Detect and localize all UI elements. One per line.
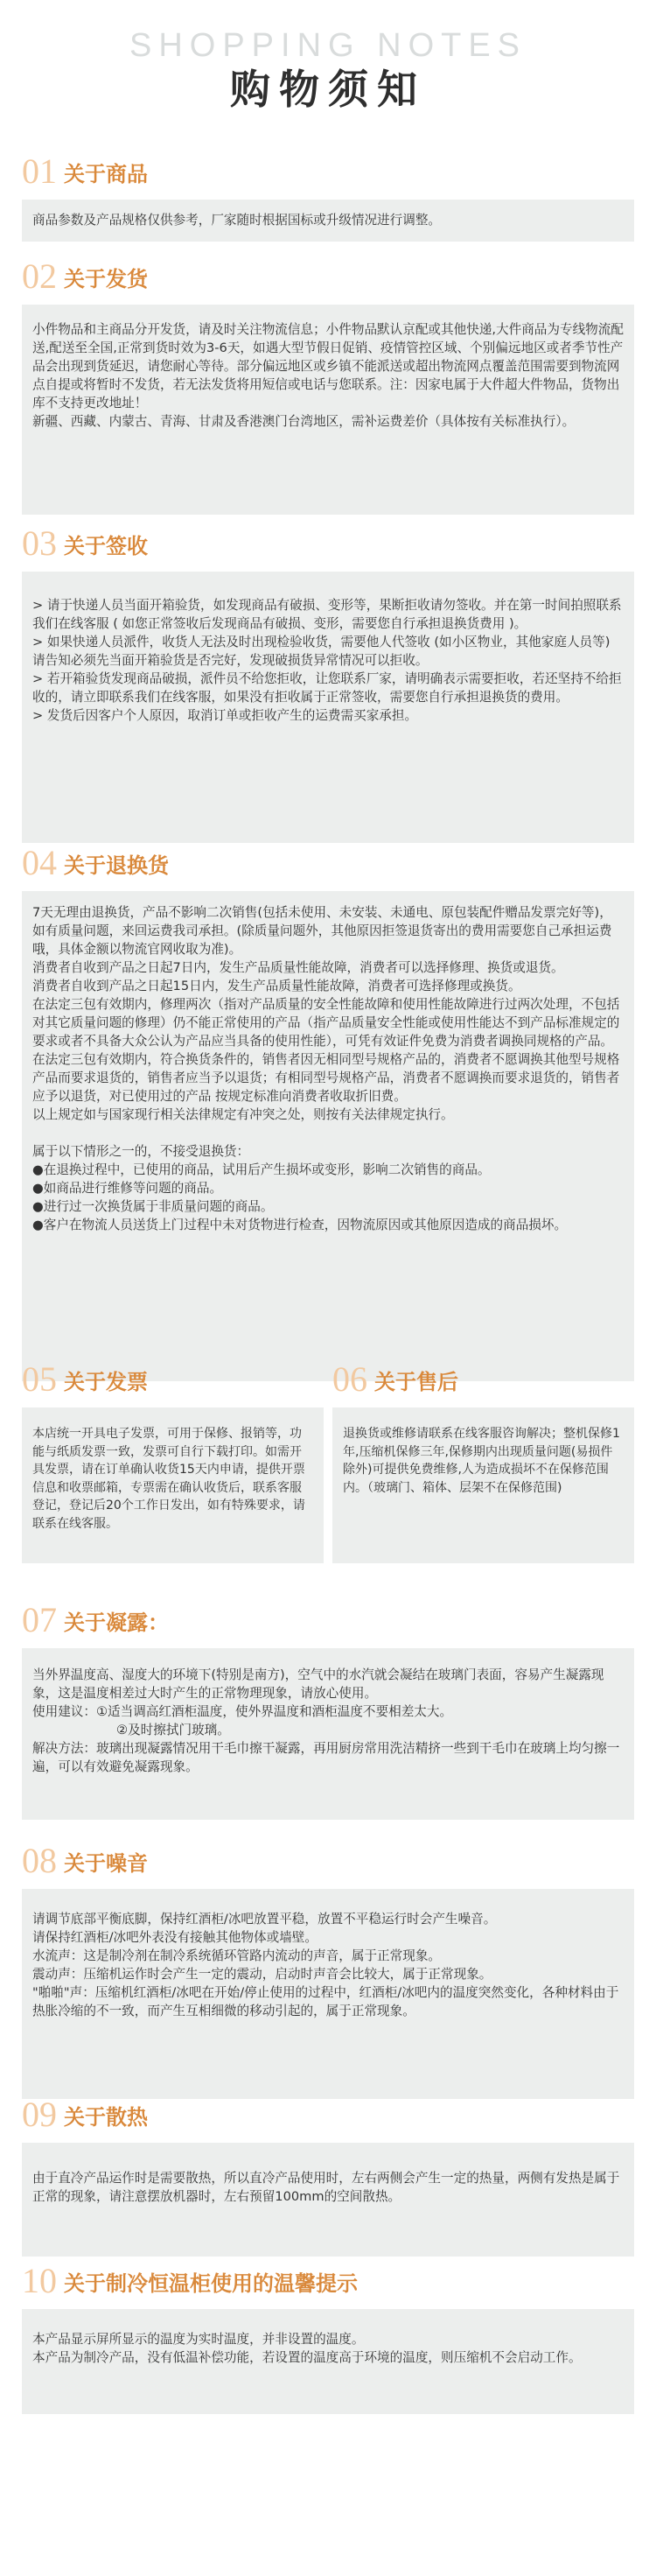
paragraph: 本产品为制冷产品，没有低温补偿功能，若设置的温度高于环境的温度，则压缩机不会启动工作。 (32, 2350, 582, 2365)
paragraph: 本店统一开具电子发票，可用于保修、报销等，功能与纸质发票一致，发票可自行下载打印。如需开具发票，请在订单确认收货15天内申请，提供开票信息和收票邮箱，专票需在确认收货后，联系客服登记，登记后20个工作日发出，如有特殊要求，请联系在线客服。 (32, 1427, 305, 1531)
paragraph: 在法定三包有效期内，符合换货条件的，销售者因无相同型号规格产品的，消费者不愿调换其他型号规格产品而要求退货的，销售者应当予以退货；有相同型号规格产品，消费者不愿调换而要求退货的，销售者应予以退货，对已使用过的产品 按规定标准向消费者收取折旧费。 (32, 1052, 620, 1104)
paragraph: 7天无理由退换货，产品不影响二次销售(包括未使用、未安装、未通电、原包装配件赠品发票完好等)，如有质量问题，来回运费我司承担。(除质量问题外，其他原因拒签退货寄出的费用需要您自己承担运费哦，具体金额以物流官网收取为准)。 (32, 905, 612, 957)
section-content (22, 305, 634, 515)
paragraph: 小件物品和主商品分开发货，请及时关注物流信息；小件物品默认京配或其他快递,大件商品为专线物流配送,配送至全国,正常到货时效为3-6天，如遇大型节假日促销、疫情管控区域、个别偏远地区或者季节性产品会出现到货延迟，请您耐心等待。部分偏远地区或乡镇不能派送或超出物流网点覆盖范围需要到物流网点自提或将暂时不发货，若无法发货将用短信或电话与您联系。注：因家电属于大件超大件物品，货物出库不支持更改地址！ (32, 322, 624, 411)
paragraph: 使用建议：①适当调高红酒柜温度，使外界温度和酒柜温度不要相差太大。 (32, 1704, 453, 1719)
paragraph: 属于以下情形之一的，不接受退换货： (32, 1144, 250, 1159)
section-number: 09 (22, 2095, 57, 2134)
paragraph: > 如果快递人员派件，收货人无法及时出现检验收货，需要他人代签收 (如小区物业，其他家庭人员等) 请告知必须先当面开箱验货是否完好，发现破损货异常情况可以拒收。 (32, 635, 611, 668)
paragraph: 由于直冷产品运作时是需要散热，所以直冷产品使用时，左右两侧会产生一定的热量，两侧有发热是属于正常的现象，请注意摆放机器时，左右预留100mm的空间散热。 (32, 2171, 620, 2204)
section-heat (22, 2083, 634, 2257)
paragraph: "啪啪"声：压缩机红酒柜/冰吧在开始/停止使用的过程中，红酒柜/冰吧内的温度突然变化，各种材料由于热胀冷缩的不一致，而产生互相细微的移动引起的，属于正常现象。 (32, 1985, 619, 2018)
paragraph: > 发货后因客户个人原因，取消订单或拒收产生的运费需买家承担。 (32, 708, 418, 723)
paragraph: 商品参数及产品规格仅供参考，厂家随时根据国标或升级情况进行调整。 (32, 213, 442, 228)
section-condensation (22, 1589, 634, 1820)
section-number: 08 (22, 1841, 57, 1880)
section-number: 04 (22, 843, 57, 882)
section-content (22, 200, 634, 242)
section-number: 07 (22, 1600, 57, 1639)
section-title: 关于退换货 (64, 853, 169, 878)
list-item: ●客户在物流人员送货上门过程中未对货物进行检查，因物流原因或其他原因造成的商品损坏。 (32, 1218, 568, 1232)
paragraph: 以上规定如与国家现行相关法律规定有冲突之处，则按有关法律规定执行。 (32, 1107, 454, 1122)
section-content (22, 1648, 634, 1820)
section-after-sales (332, 1348, 634, 1563)
section-returns (22, 832, 634, 1381)
section-title: 关于凝露： (64, 1611, 169, 1635)
paragraph: > 请于快递人员当面开箱验货，如发现商品有破损、变形等，果断拒收请勿签收。并在第一时间拍照联系我们在线客服 ( 如您正常签收后发现商品有破损、变形，需要您自行承担退换货费用 )。 (32, 598, 622, 631)
paragraph: 新疆、西藏、内蒙古、青海、甘肃及香港澳门台湾地区，需补运费差价（具体按有关标准执行）。 (32, 414, 576, 429)
paragraph: 请保持红酒柜/冰吧外表没有接触其他物体或墙壁。 (32, 1930, 318, 1945)
section-title: 关于商品 (64, 162, 148, 186)
section-content (332, 1407, 634, 1563)
section-content (22, 572, 634, 843)
paragraph: 本产品显示屏所显示的温度为实时温度，并非设置的温度。 (32, 2332, 365, 2347)
section-title: 关于制冷恒温柜使用的温馨提示 (64, 2271, 358, 2296)
paragraph: > 若开箱验货发现商品破损，派件员不给您拒收，让您联系厂家，请明确表示需要拒收，若还坚持不给拒收的，请立即联系我们在线客服，如果没有拒收属于正常签收，需要您自行承担退换货的费用。 (32, 671, 622, 705)
section-title: 关于发货 (64, 267, 148, 291)
section-title: 关于签收 (64, 534, 148, 558)
section-noise (22, 1829, 634, 2099)
paragraph: 消费者自收到产品之日起7日内，发生产品质量性能故障，消费者可以选择修理、换货或退货。 (32, 960, 564, 975)
section-number: 03 (22, 523, 57, 563)
section-number: 05 (22, 1359, 57, 1399)
section-number: 06 (332, 1359, 367, 1399)
paragraph: 水流声：这是制冷剂在制冷系统循环管路内流动的声音，属于正常现象。 (32, 1948, 442, 1963)
paragraph: ②及时擦拭门玻璃。 (116, 1723, 230, 1737)
section-content (22, 1889, 634, 2099)
section-content (22, 2143, 634, 2257)
section-number: 02 (22, 256, 57, 296)
section-title: 关于售后 (374, 1370, 458, 1394)
list-item: ●在退换过程中，已使用的商品，试用后产生损坏或变形，影响二次销售的商品。 (32, 1162, 491, 1177)
section-signing (22, 512, 634, 843)
paragraph: 消费者自收到产品之日起15日内，发生产品质量性能故障，消费者可选择修理或换货。 (32, 979, 521, 993)
section-content (22, 1407, 324, 1563)
section-content (22, 891, 634, 1381)
list-item: ●如商品进行维修等问题的商品。 (32, 1181, 223, 1196)
section-products (22, 140, 634, 242)
section-content (22, 2309, 634, 2414)
section-invoice (22, 1348, 324, 1563)
page-title-en: SHOPPING NOTES (129, 27, 527, 64)
paragraph: 当外界温度高、湿度大的环境下(特别是南方)，空气中的水汽就会凝结在玻璃门表面，容易产生凝露现象，这是温度相差过大时产生的正常物理现象，请放心使用。 (32, 1667, 604, 1701)
paragraph: 请调节底部平衡底脚，保持红酒柜/冰吧放置平稳，放置不平稳运行时会产生噪音。 (32, 1912, 497, 1927)
paragraph: 解决方法：玻璃出现凝露情况用干毛巾擦干凝露，再用厨房常用洗洁精挤一些到干毛巾在玻璃上均匀擦一遍，可以有效避免凝露现象。 (32, 1741, 620, 1774)
paragraph: 退换货或维修请联系在线客服咨询解决；整机保修1年,压缩机保修三年,保修期内出现质量问题(易损件除外)可提供免费维修,人为造成损坏不在保修范围内。（玻璃门、箱体、层架不在保修范围) (343, 1427, 620, 1495)
section-title: 关于发票 (64, 1370, 148, 1394)
section-shipping (22, 245, 634, 515)
section-number: 10 (22, 2261, 57, 2300)
paragraph: 在法定三包有效期内，修理两次（指对产品质量的安全性能故障和使用性能故障进行过两次处理，不包括对其它质量问题的修理）仍不能正常使用的产品（指产品质量安全性能或使用性能达不到产品标准规定的要求或者不具备大众公认为产品应当具备的使用性能），可凭有效证件免费为消费者调换同规格的产品。 (32, 997, 620, 1049)
section-tips (22, 2250, 634, 2414)
section-title: 关于散热 (64, 2105, 148, 2130)
paragraph: 震动声：压缩机运作时会产生一定的震动，启动时声音会比较大，属于正常现象。 (32, 1967, 492, 1982)
section-title: 关于噪音 (64, 1851, 148, 1876)
section-number: 01 (22, 151, 57, 191)
page-header (0, 0, 656, 123)
page-title: 购物须知 (230, 66, 426, 113)
list-item: ●进行过一次换货属于非质量问题的商品。 (32, 1199, 274, 1214)
